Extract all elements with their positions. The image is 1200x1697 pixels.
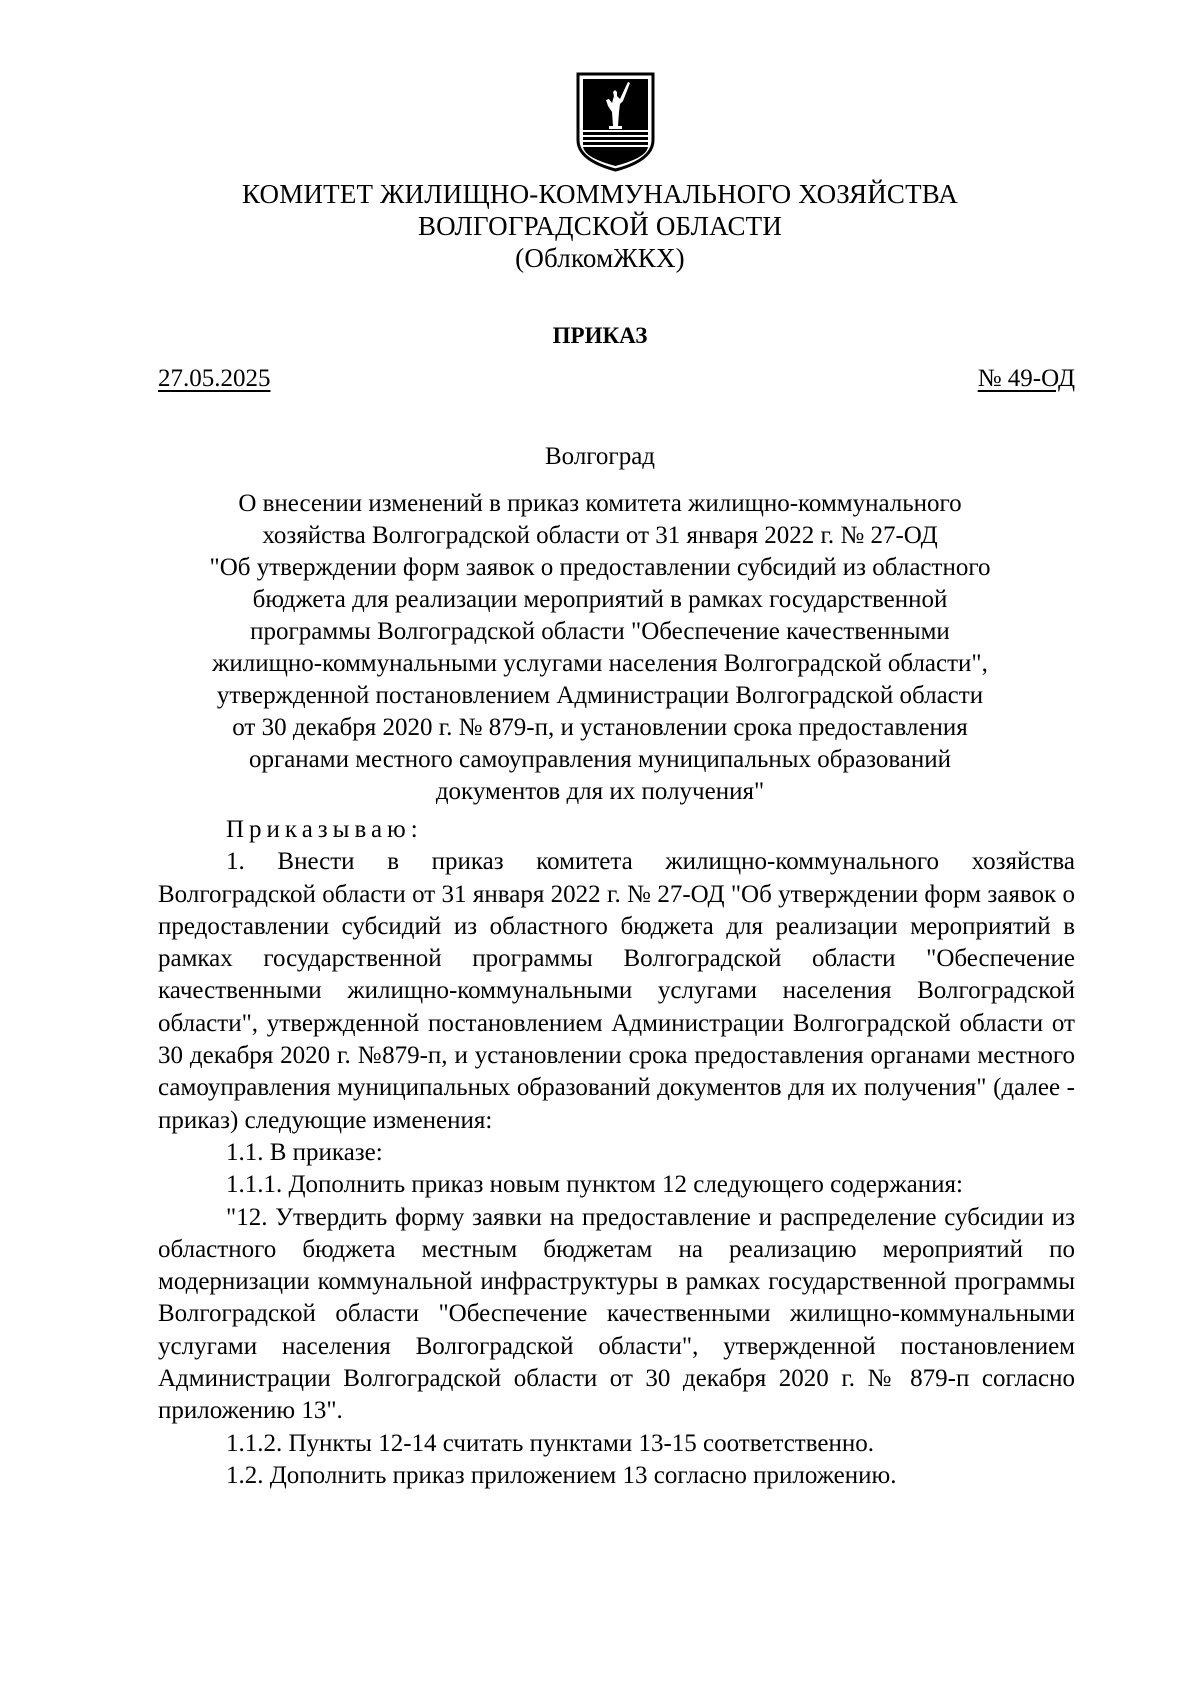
organization-short-name: (ОблкомЖКХ) bbox=[515, 243, 685, 273]
subject-line: бюджета для реализации мероприятий в рамках государственной bbox=[252, 586, 948, 613]
document-date: 27.05.2025 bbox=[158, 365, 271, 392]
subject-line: органами местного самоуправления муниципальных образований bbox=[248, 746, 952, 773]
document-subject bbox=[140, 488, 1060, 808]
subject-line: утвержденной постановлением Администрации Волгоградской области bbox=[216, 682, 984, 709]
organization-name bbox=[0, 178, 1200, 274]
paragraph-1-1-1: 1.1.1. Дополнить приказ новым пунктом 12 следующего содержания: bbox=[226, 1171, 963, 1199]
subject-line: "Об утверждении форм заявок о предоставлении субсидий из областного bbox=[209, 554, 991, 581]
subject-line: от 30 декабря 2020 г. № 879-п, и установлении срока предоставления bbox=[232, 714, 968, 741]
paragraph-12-quote: "12. Утвердить форму заявки на предоставление и распределение субсидии из областного бюджета местным бюджетам на реализацию мероприятий по модернизации коммунальной инфраструктуры в рамках государственной программы Волгоградской области "Обеспечение качественными жилищно-коммунальными услугами населения Волгоградской области", утвержденной постановлением Администрации Волгоградской области от 30 декабря 2020 г. № 879-п согласно приложению 13". bbox=[158, 1203, 1075, 1425]
paragraph-1-2: 1.2. Дополнить приказ приложением 13 согласно приложению. bbox=[226, 1461, 897, 1489]
organization-name-line2: ВОЛГОГРАДСКОЙ ОБЛАСТИ bbox=[417, 211, 783, 241]
decree-word: Приказываю: bbox=[226, 816, 423, 843]
organization-name-line1: КОМИТЕТ ЖИЛИЩНО-КОММУНАЛЬНОГО ХОЗЯЙСТВА bbox=[242, 179, 958, 209]
paragraph-1: 1. Внести в приказ комитета жилищно-коммунального хозяйства Волгоградской области от 31 января 2022 г. № 27-ОД "Об утверждении форм заявок о предоставлении субсидий из областного бюджета для реализации мероприятий в рамках государственной программы Волгоградской области "Обеспечение качественными жилищно-коммунальными услугами населения Волгоградской области", утвержденной постановлением Администрации Волгоградской области от 30 декабря 2020 г. №879-п, и установлении срока предоставления органами местного самоуправления муниципальных образований документов для их получения" (далее - приказ) следующие изменения: bbox=[158, 848, 1075, 1134]
paragraph-1-1-2: 1.1.2. Пункты 12-14 считать пунктами 13-15 соответственно. bbox=[226, 1429, 874, 1457]
paragraph-1-1: 1.1. В приказе: bbox=[226, 1138, 383, 1166]
document-type-title: ПРИКАЗ bbox=[552, 323, 648, 348]
subject-line: документов для их получения" bbox=[435, 778, 765, 805]
subject-line: О внесении изменений в приказ комитета жилищно-коммунального bbox=[238, 490, 962, 517]
document-number: № 49-ОД bbox=[977, 365, 1075, 392]
subject-line: программы Волгоградской области "Обеспечение качественными bbox=[250, 618, 950, 645]
document-city: Волгоград bbox=[544, 443, 656, 470]
volgograd-coat-of-arms-icon bbox=[576, 72, 655, 172]
subject-line: жилищно-коммунальными услугами населения Волгоградской области", bbox=[212, 650, 988, 677]
document-body bbox=[158, 814, 1075, 1492]
subject-line: хозяйства Волгоградской области от 31 января 2022 г. № 27-ОД bbox=[262, 522, 938, 549]
